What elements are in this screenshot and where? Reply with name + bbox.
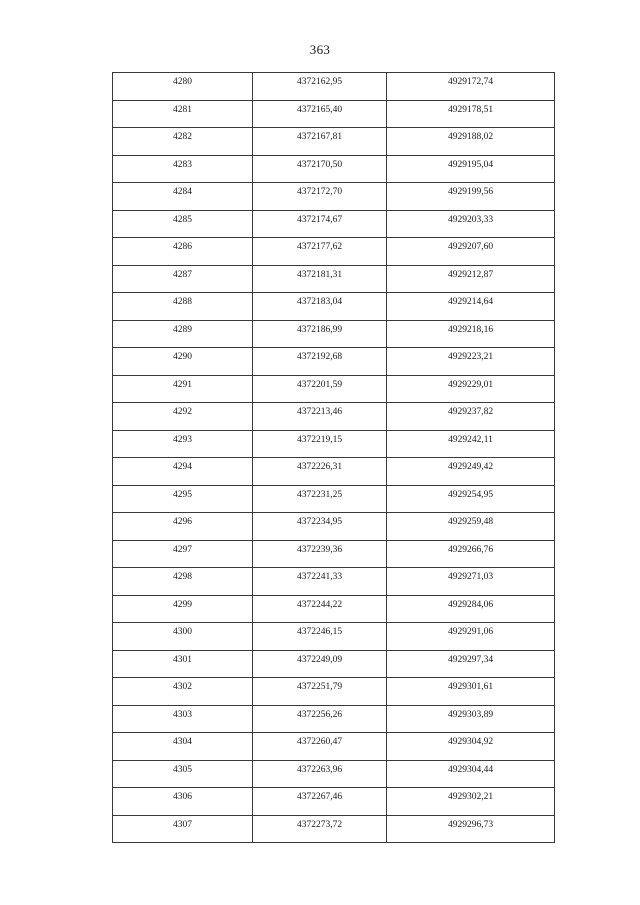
table-row [113,265,555,293]
point-number-cell: 4281 [113,100,253,128]
point-number-cell: 4286 [113,238,253,266]
x-coordinate-cell: 4372241,33 [253,568,387,596]
x-coordinate-cell: 4372186,99 [253,320,387,348]
y-coordinate-cell: 4929242,11 [387,430,555,458]
point-number-cell: 4290 [113,348,253,376]
x-coordinate-cell: 4372165,40 [253,100,387,128]
point-number-cell: 4284 [113,183,253,211]
x-coordinate-cell: 4372181,31 [253,265,387,293]
y-coordinate-cell: 4929249,42 [387,458,555,486]
y-coordinate-cell: 4929237,82 [387,403,555,431]
point-number-cell: 4296 [113,513,253,541]
table-row [113,513,555,541]
table-row [113,100,555,128]
table-row [113,403,555,431]
point-number-cell: 4298 [113,568,253,596]
table-row [113,733,555,761]
point-number-cell: 4293 [113,430,253,458]
point-number-cell: 4299 [113,595,253,623]
point-number-cell: 4300 [113,623,253,651]
table-row [113,760,555,788]
table-row [113,348,555,376]
x-coordinate-cell: 4372260,47 [253,733,387,761]
coordinates-table [112,72,555,843]
y-coordinate-cell: 4929304,44 [387,760,555,788]
table-row [113,705,555,733]
x-coordinate-cell: 4372234,95 [253,513,387,541]
y-coordinate-cell: 4929302,21 [387,788,555,816]
table-row [113,595,555,623]
x-coordinate-cell: 4372167,81 [253,128,387,156]
table-row [113,678,555,706]
point-number-cell: 4301 [113,650,253,678]
x-coordinate-cell: 4372267,46 [253,788,387,816]
x-coordinate-cell: 4372239,36 [253,540,387,568]
table-row [113,375,555,403]
point-number-cell: 4306 [113,788,253,816]
point-number-cell: 4305 [113,760,253,788]
x-coordinate-cell: 4372273,72 [253,815,387,843]
x-coordinate-cell: 4372249,09 [253,650,387,678]
y-coordinate-cell: 4929218,16 [387,320,555,348]
y-coordinate-cell: 4929303,89 [387,705,555,733]
point-number-cell: 4295 [113,485,253,513]
coordinates-table-body [113,73,555,843]
point-number-cell: 4294 [113,458,253,486]
y-coordinate-cell: 4929301,61 [387,678,555,706]
table-row [113,293,555,321]
y-coordinate-cell: 4929271,03 [387,568,555,596]
y-coordinate-cell: 4929229,01 [387,375,555,403]
point-number-cell: 4304 [113,733,253,761]
table-row [113,73,555,101]
table-row [113,183,555,211]
x-coordinate-cell: 4372246,15 [253,623,387,651]
x-coordinate-cell: 4372162,95 [253,73,387,101]
y-coordinate-cell: 4929304,92 [387,733,555,761]
point-number-cell: 4292 [113,403,253,431]
page-number: 363 [309,42,331,57]
table-row [113,788,555,816]
x-coordinate-cell: 4372244,22 [253,595,387,623]
x-coordinate-cell: 4372213,46 [253,403,387,431]
x-coordinate-cell: 4372192,68 [253,348,387,376]
table-row [113,210,555,238]
x-coordinate-cell: 4372226,31 [253,458,387,486]
y-coordinate-cell: 4929172,74 [387,73,555,101]
x-coordinate-cell: 4372183,04 [253,293,387,321]
point-number-cell: 4302 [113,678,253,706]
y-coordinate-cell: 4929254,95 [387,485,555,513]
y-coordinate-cell: 4929195,04 [387,155,555,183]
x-coordinate-cell: 4372170,50 [253,155,387,183]
y-coordinate-cell: 4929223,21 [387,348,555,376]
table-row [113,320,555,348]
x-coordinate-cell: 4372174,67 [253,210,387,238]
y-coordinate-cell: 4929297,34 [387,650,555,678]
y-coordinate-cell: 4929214,64 [387,293,555,321]
table-row [113,430,555,458]
x-coordinate-cell: 4372263,96 [253,760,387,788]
point-number-cell: 4291 [113,375,253,403]
y-coordinate-cell: 4929188,02 [387,128,555,156]
y-coordinate-cell: 4929259,48 [387,513,555,541]
y-coordinate-cell: 4929203,33 [387,210,555,238]
y-coordinate-cell: 4929178,51 [387,100,555,128]
x-coordinate-cell: 4372201,59 [253,375,387,403]
y-coordinate-cell: 4929212,87 [387,265,555,293]
point-number-cell: 4303 [113,705,253,733]
x-coordinate-cell: 4372251,79 [253,678,387,706]
y-coordinate-cell: 4929199,56 [387,183,555,211]
point-number-cell: 4285 [113,210,253,238]
y-coordinate-cell: 4929291,06 [387,623,555,651]
y-coordinate-cell: 4929284,06 [387,595,555,623]
table-row [113,155,555,183]
table-row [113,568,555,596]
table-row [113,623,555,651]
point-number-cell: 4289 [113,320,253,348]
point-number-cell: 4287 [113,265,253,293]
point-number-cell: 4283 [113,155,253,183]
table-row [113,650,555,678]
point-number-cell: 4288 [113,293,253,321]
table-row [113,458,555,486]
point-number-cell: 4297 [113,540,253,568]
y-coordinate-cell: 4929207,60 [387,238,555,266]
table-row [113,815,555,843]
point-number-cell: 4280 [113,73,253,101]
point-number-cell: 4307 [113,815,253,843]
x-coordinate-cell: 4372256,26 [253,705,387,733]
x-coordinate-cell: 4372231,25 [253,485,387,513]
table-row [113,238,555,266]
table-row [113,485,555,513]
x-coordinate-cell: 4372177,62 [253,238,387,266]
table-row [113,128,555,156]
x-coordinate-cell: 4372172,70 [253,183,387,211]
y-coordinate-cell: 4929296,73 [387,815,555,843]
table-row [113,540,555,568]
point-number-cell: 4282 [113,128,253,156]
x-coordinate-cell: 4372219,15 [253,430,387,458]
y-coordinate-cell: 4929266,76 [387,540,555,568]
